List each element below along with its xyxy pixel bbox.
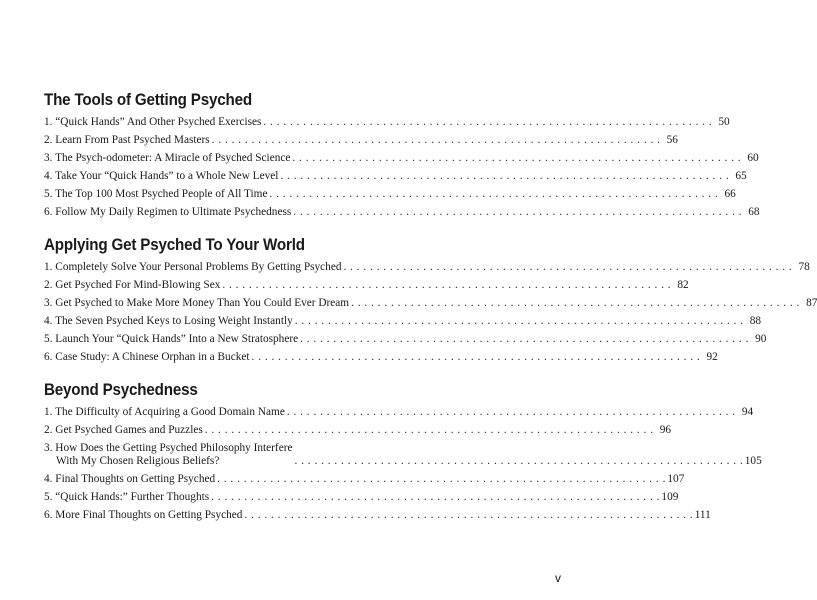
toc-entry-title: [44, 442, 293, 468]
toc-page-number: 78: [798, 261, 810, 273]
toc-entry[interactable]: [44, 491, 679, 504]
toc-section: [44, 380, 762, 522]
dot-leader: [263, 116, 711, 129]
toc-page-number: 68: [748, 206, 760, 218]
toc-entry-title: 4. Final Thoughts on Getting Psyched: [44, 473, 216, 485]
toc-page-number: 109: [661, 491, 679, 503]
toc-section: [44, 235, 817, 364]
toc-page-number: 96: [659, 424, 672, 436]
toc-entry-title-line2: With My Chosen Religious Beliefs?: [56, 455, 220, 467]
toc-page-number: 107: [667, 473, 685, 485]
toc-list: [44, 116, 760, 219]
toc-page-number: 50: [718, 116, 730, 128]
toc-entry-title-line1: 3. How Does the Getting Psyched Philosophy Interfere: [44, 442, 293, 454]
dot-leader: [212, 134, 660, 147]
toc-page-number: 56: [666, 134, 678, 146]
toc-entry-title: 4. Take Your “Quick Hands” to a Whole New Level: [44, 170, 279, 182]
toc-entry[interactable]: [44, 297, 817, 310]
toc-entry-title: 2. Learn From Past Psyched Masters: [44, 134, 210, 146]
dot-leader: [287, 406, 735, 419]
toc-entry-title: 5. Launch Your “Quick Hands” Into a New Stratosphere: [44, 333, 299, 345]
toc-page-number: 105: [744, 455, 762, 467]
toc-entry-title: 5. “Quick Hands:” Further Thoughts: [44, 491, 210, 503]
toc-entry[interactable]: [44, 152, 759, 165]
dot-leader: [295, 315, 743, 328]
toc-entry[interactable]: [44, 134, 678, 147]
toc-entry-title: 1. “Quick Hands” And Other Psyched Exercises: [44, 116, 262, 128]
toc-page-number: 65: [735, 170, 747, 182]
toc-entry-title: 5. The Top 100 Most Psyched People of All Time: [44, 188, 268, 200]
toc-entry[interactable]: [44, 279, 689, 292]
table-of-contents: [44, 90, 817, 538]
toc-entry-title: 3. Get Psyched to Make More Money Than You Could Ever Dream: [44, 297, 350, 309]
toc-entry-title: 2. Get Psyched For Mind-Blowing Sex: [44, 279, 221, 291]
toc-entry[interactable]: [44, 333, 767, 346]
toc-entry[interactable]: [44, 473, 685, 486]
dot-leader: [222, 279, 670, 292]
dot-leader: [244, 509, 692, 522]
toc-page-number: 82: [677, 279, 689, 291]
toc-list: [44, 261, 817, 364]
toc-section: [44, 90, 760, 219]
section-heading: Applying Get Psyched To Your World: [44, 236, 305, 254]
toc-page-number: 87: [806, 297, 817, 309]
toc-list: [44, 406, 762, 522]
section-heading: Beyond Psychedness: [44, 381, 198, 399]
toc-entry-title: 4. The Seven Psyched Keys to Losing Weight Instantly: [44, 315, 293, 327]
toc-entry-title: 1. Completely Solve Your Personal Problems By Getting Psyched: [44, 261, 342, 273]
toc-page-number: 94: [741, 406, 754, 418]
section-heading: The Tools of Getting Psyched: [44, 91, 252, 109]
toc-page-number: 88: [749, 315, 762, 327]
toc-page-number: 66: [724, 188, 736, 200]
toc-entry[interactable]: [44, 261, 810, 274]
dot-leader: [270, 188, 718, 201]
toc-page-number: 90: [755, 333, 767, 345]
dot-leader: [217, 473, 665, 486]
toc-entry[interactable]: [44, 424, 672, 437]
dot-leader: [300, 333, 748, 346]
toc-page-number: 60: [747, 152, 759, 164]
toc-entry-title: 1. The Difficulty of Acquiring a Good Domain Name: [44, 406, 285, 418]
toc-entry[interactable]: [44, 351, 718, 364]
toc-entry[interactable]: [44, 406, 754, 419]
dot-leader: [205, 424, 653, 437]
toc-entry[interactable]: [44, 170, 747, 183]
page-folio: v: [555, 571, 561, 585]
toc-entry[interactable]: [44, 116, 730, 129]
toc-entry-title: 2. Get Psyched Games and Puzzles: [44, 424, 203, 436]
toc-entry-title: 6. More Final Thoughts on Getting Psyched: [44, 509, 243, 521]
dot-leader: [293, 206, 741, 219]
dot-leader: [295, 455, 743, 468]
dot-leader: [351, 297, 799, 310]
dot-leader: [292, 152, 740, 165]
toc-entry[interactable]: [44, 206, 760, 219]
toc-entry-title: 6. Follow My Daily Regimen to Ultimate Psychedness: [44, 206, 292, 218]
toc-page-number: 111: [694, 509, 711, 521]
dot-leader: [280, 170, 728, 183]
toc-page-number: 92: [706, 351, 718, 363]
toc-entry-title: 3. The Psych-odometer: A Miracle of Psyched Science: [44, 152, 291, 164]
dot-leader: [343, 261, 791, 274]
dot-leader: [252, 351, 700, 364]
dot-leader: [211, 491, 659, 504]
toc-entry[interactable]: [44, 188, 736, 201]
toc-entry[interactable]: [44, 442, 762, 468]
toc-entry-title: 6. Case Study: A Chinese Orphan in a Bucket: [44, 351, 250, 363]
toc-entry[interactable]: [44, 509, 711, 522]
toc-entry[interactable]: [44, 315, 762, 328]
